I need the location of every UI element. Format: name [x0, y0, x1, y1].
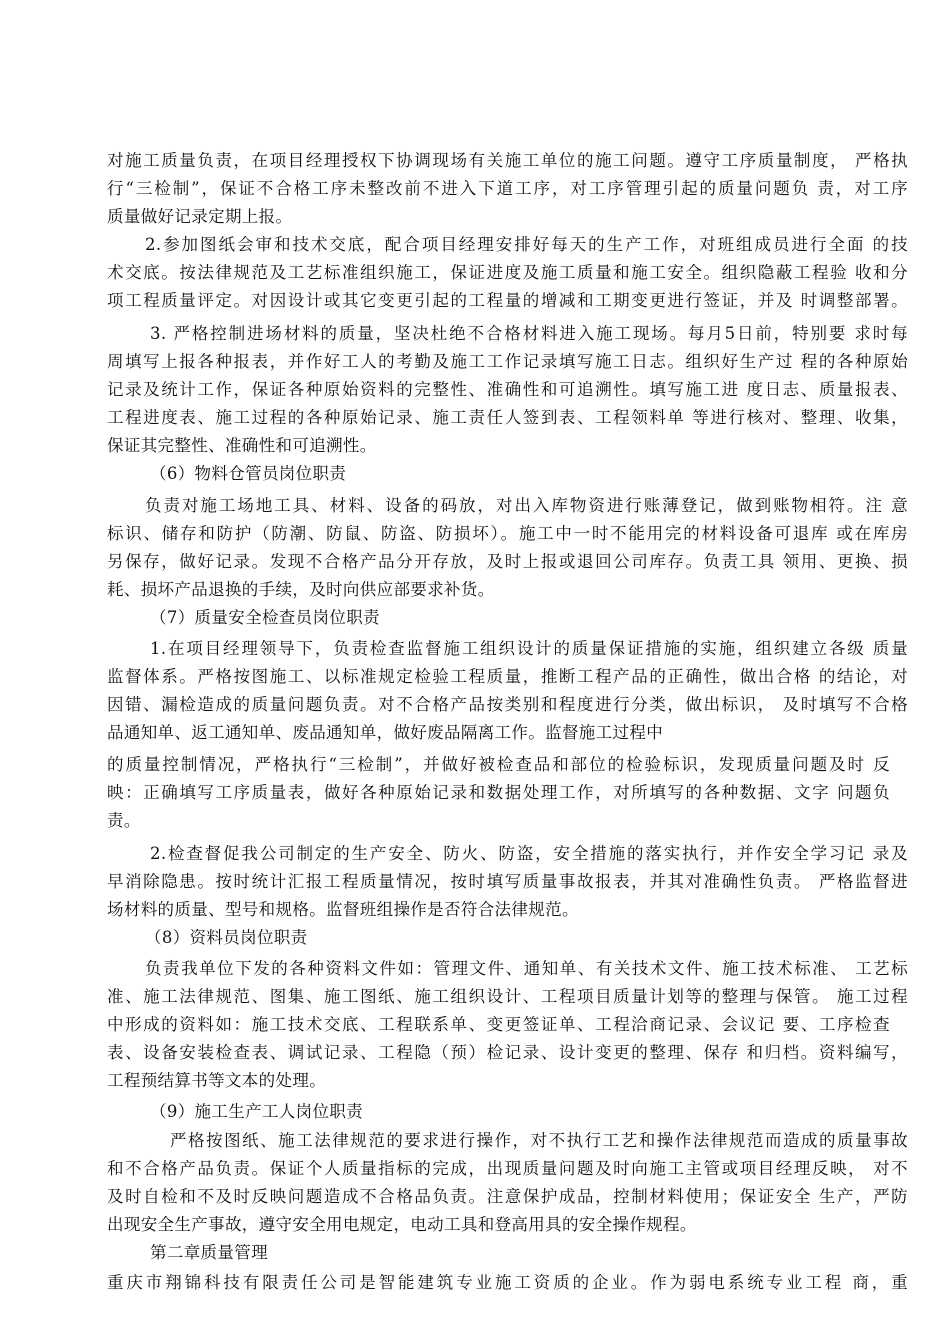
paragraph-line: 3. 严格控制进场材料的质量，坚决杜绝不合格材料进入施工现场。每月5日前，特别要 求时每 — [150, 324, 908, 343]
paragraph-line: 负责对施工场地工具、材料、设备的码放，对出入库物资进行账薄登记，做到账物相符。注 意 — [145, 496, 908, 515]
paragraph-line: 2.检查督促我公司制定的生产安全、防火、防盗，安全措施的落实执行，并作安全学习记 录及 — [150, 844, 908, 863]
paragraph-line: 监督体系。严格按图施工、以标准规定检验工程质量，推断工程产品的正确性，做出合格 的结论，对 — [107, 667, 908, 686]
paragraph-line: 早消除隐患。按时统计汇报工程质量情况，按时填写质量事故报表，并其对准确性负责。 严格监督进 — [107, 872, 908, 891]
paragraph-line: 责。 — [107, 811, 141, 830]
chapter-heading: 第二章质量管理 — [150, 1243, 268, 1262]
paragraph-line: 质量做好记录定期上报。 — [107, 207, 293, 226]
paragraph-line: 2.参加图纸会审和技术交底，配合项目经理安排好每天的生产工作，对班组成员进行全面 的技 — [145, 235, 908, 254]
paragraph-line: 项工程质量评定。对因设计或其它变更引起的工程量的增减和工期变更进行签证，并及 时调整部署。 — [107, 291, 908, 310]
paragraph-line: 工程进度表、施工过程的各种原始记录、施工责任人签到表、工程领料单 等进行核对、整理、收集， — [107, 408, 908, 427]
paragraph-line: 场材料的质量、型号和规格。监督班组操作是否符合法律规范。 — [107, 900, 579, 919]
paragraph-line: 表、设备安装检查表、调试记录、工程隐（预）检记录、设计变更的整理、保存 和归档。资料编写， — [107, 1043, 908, 1062]
paragraph-line: 工程预结算书等文本的处理。 — [107, 1071, 327, 1090]
paragraph-line: 耗、损坏产品退换的手续，及时向供应部要求补货。 — [107, 580, 495, 599]
paragraph-line: 中形成的资料如：施工技术交底、工程联系单、变更签证单、工程洽商记录、会议记 要、工序检查 — [107, 1015, 890, 1034]
paragraph-line: 出现安全生产事故，遵守安全用电规定，电动工具和登高用具的安全操作规程。 — [107, 1215, 697, 1234]
paragraph-line: 和不合格产品负责。保证个人质量指标的完成，出现质量问题及时向施工主管或项目经理反映， 对不 — [107, 1159, 908, 1178]
paragraph-line: 保证其完整性、准确性和可追溯性。 — [107, 436, 377, 455]
section-heading: （8）资料员岗位职责 — [145, 928, 308, 947]
paragraph-line: 对施工质量负责，在项目经理授权下协调现场有关施工单位的施工问题。遵守工序质量制度， 严格执 — [107, 151, 908, 170]
section-heading: （9）施工生产工人岗位职责 — [150, 1102, 364, 1121]
paragraph-line: 行“三检制”，保证不合格工序未整改前不进入下道工序，对工序管理引起的质量问题负 责，对工序 — [107, 179, 908, 198]
paragraph-line: 负责我单位下发的各种资料文件如：管理文件、通知单、有关技术文件、施工技术标准、 工艺标 — [145, 959, 908, 978]
paragraph-line: 及时自检和不及时反映问题造成不合格品负责。注意保护成品，控制材料使用；保证安全 生产，严防 — [107, 1187, 908, 1206]
paragraph-line: 周填写上报各种报表，并作好工人的考勤及施工工作记录填写施工日志。组织好生产过 程的各种原始 — [107, 352, 908, 371]
paragraph-line: 另保存，做好记录。发现不合格产品分开存放，及时上报或退回公司库存。负责工具 领用、更换、损 — [107, 552, 908, 571]
paragraph-line: 映：正确填写工序质量表，做好各种原始记录和数据处理工作，对所填写的各种数据、文字 问题负 — [107, 783, 890, 802]
section-heading: （6）物料仓管员岗位职责 — [150, 464, 347, 483]
paragraph-line: 因错、漏检造成的质量问题负责。对不合格产品按类别和程度进行分类，做出标识， 及时填写不合格 — [107, 695, 908, 714]
paragraph-line: 术交底。按法律规范及工艺标准组织施工，保证进度及施工质量和施工安全。组织隐蔽工程验 收和分 — [107, 263, 908, 282]
paragraph-line: 标识、储存和防护（防潮、防鼠、防盗、防损坏）。施工中一时不能用完的材料设备可退库 或在库房 — [107, 524, 908, 543]
paragraph-line: 的质量控制情况，严格执行“三检制”，并做好被检查品和部位的检验标识，发现质量问题及时 反 — [107, 755, 890, 774]
paragraph-line: 严格按图纸、施工法律规范的要求进行操作，对不执行工艺和操作法律规范而造成的质量事故 — [170, 1131, 908, 1150]
paragraph-line: 1.在项目经理领导下，负责检查监督施工组织设计的质量保证措施的实施，组织建立各级 质量 — [150, 639, 908, 658]
paragraph-line: 重庆市翔锦科技有限责任公司是智能建筑专业施工资质的企业。作为弱电系统专业工程 商，重 — [107, 1273, 908, 1292]
paragraph-line: 品通知单、返工通知单、废品通知单，做好废品隔离工作。监督施工过程中 — [107, 723, 664, 742]
paragraph-line: 准、施工法律规范、图集、施工图纸、施工组织设计、工程项目质量计划等的整理与保管。 施工过程 — [107, 987, 908, 1006]
section-heading: （7）质量安全检查员岗位职责 — [150, 608, 380, 627]
paragraph-line: 记录及统计工作，保证各种原始资料的完整性、准确性和可追溯性。填写施工进 度日志、质量报表、 — [107, 380, 908, 399]
